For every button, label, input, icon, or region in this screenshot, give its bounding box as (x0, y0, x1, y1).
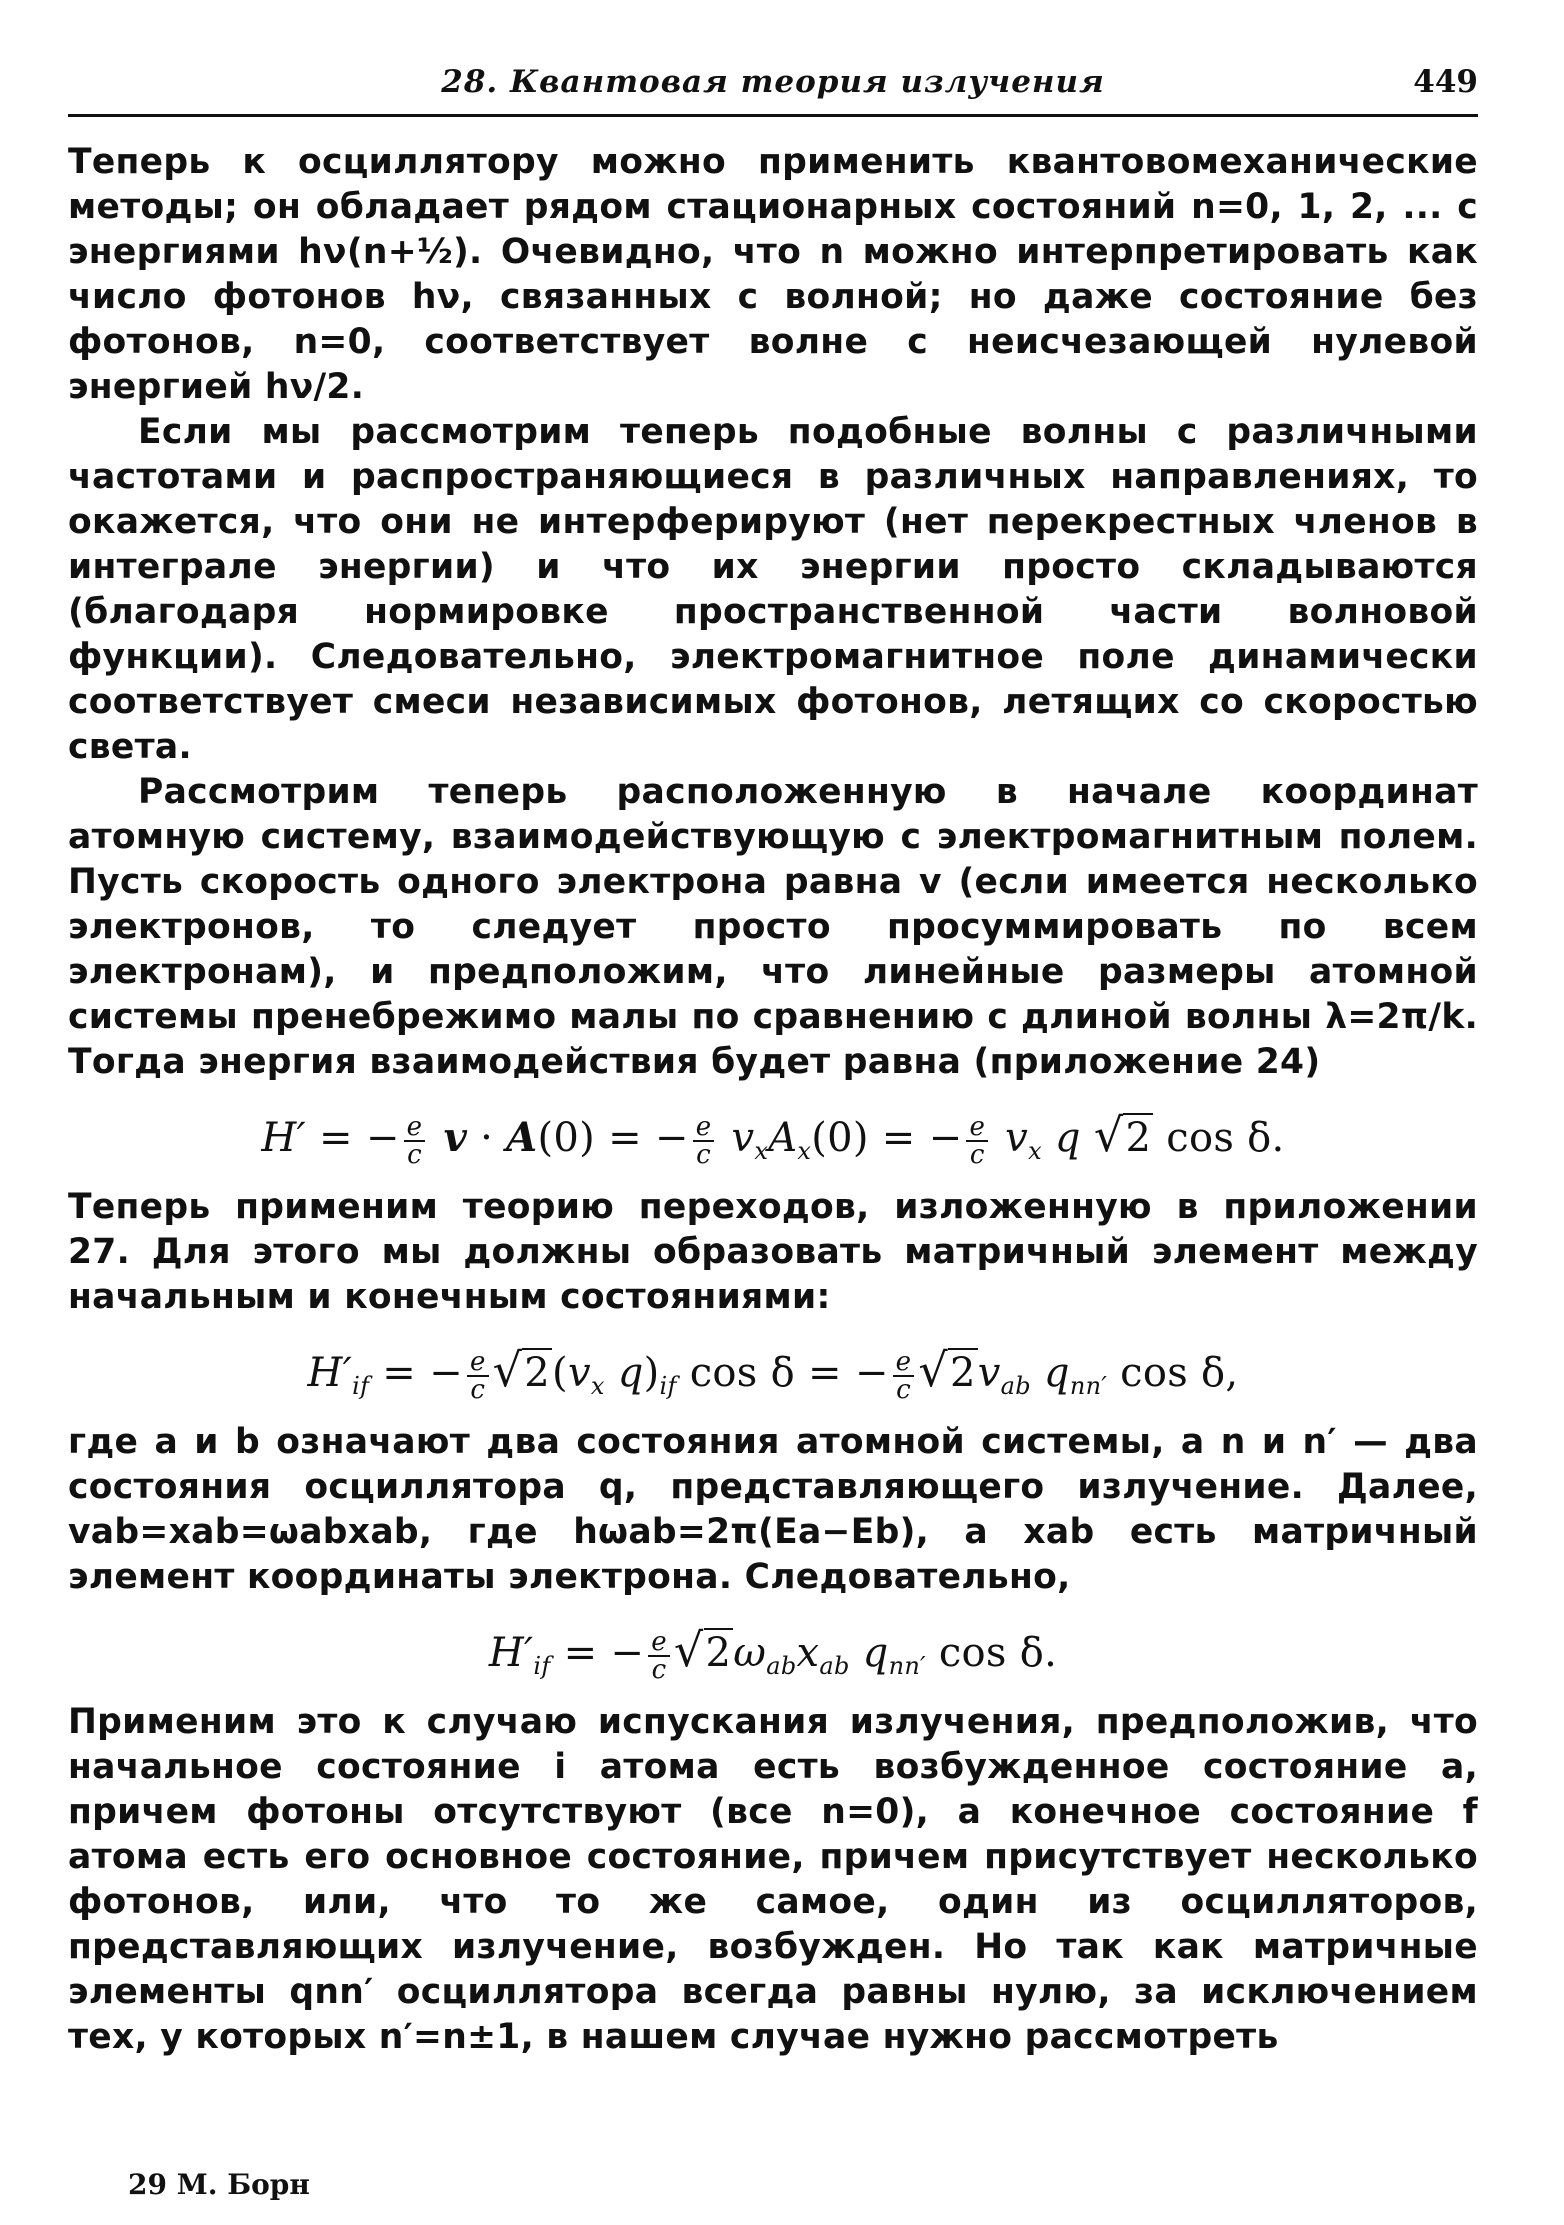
running-head (68, 58, 1478, 117)
formula-matrix-element-omega: $H'_{if}$ = − $\frac{e}{c}$ $√2\omega_{ab}x_{ab}$ $q_{nn'}$ cos δ. (488, 1623, 1058, 1685)
paragraph-photons: Если мы рассмотрим теперь подобные волны с различными частотами и распространяющиеся в различных направлениях, то окажется, что они не интерферируют (нет перекрестных членов в интеграле энергии) и что их энергии просто складываются (благодаря нормировке пространственной части волновой функции). Следовательно, электромагнитное поле динамически соответствует смеси независимых фотонов, летящих со скоростью света. (68, 412, 1478, 767)
paragraph-oscillator: Теперь к осциллятору можно применить квантовомеханические методы; он обладает рядом стационарных состояний n=0, 1, 2, ... с энергиями hν(n+½). Очевидно, что n можно интерпретировать как число фотонов hν, связанных с волной; но даже состояние без фотонов, n=0, соответствует волне с неисчезающей нулевой энергией hν/2. (68, 142, 1478, 407)
formula-matrix-element: $H'_{if}$ = − $\frac{e}{c}$ $√2(v_x$ $q)_{if}$ cos δ = − $\frac{e}{c}$ $√2v_{ab}$ $q_{nn'}$ cos δ, (307, 1343, 1239, 1405)
chapter-title: 28. Квантовая теория излучения (441, 64, 1105, 100)
paragraph-atomic-system: Рассмотрим теперь расположенную в начале координат атомную систему, взаимодействующую с электромагнитным полем. Пусть скорость одного электрона равна v (если имеется несколько электронов, то следует просто просуммировать по всем электронам), и предположим, что линейные размеры атомной системы пренебрежимо малы по сравнению с длиной волны λ=2π/k. Тогда энергия взаимодействия будет равна (приложение 24) (68, 772, 1478, 1082)
formula-interaction-energy: H′ = − $\frac{e}{c}$ v · A(0) = − $\frac{e}{c}$ $v_xA_x(0)$ = − $\frac{e}{c}$ $v_x$ q √2 cos δ. (261, 1108, 1285, 1170)
page-number: 449 (1413, 64, 1478, 100)
page-body (68, 140, 1478, 2060)
signature-mark: 29 М. Борн (128, 2168, 310, 2201)
paragraph-states: где a и b означают два состояния атомной системы, а n и n′ — два состояния осциллятора q, представляющего излучение. Далее, vab=xab=ωabxab, где hωab=2π(Ea−Eb), а xab есть матричный элемент координаты электрона. Следовательно, (68, 1422, 1478, 1597)
paragraph-transition-theory: Теперь применим теорию переходов, изложенную в приложении 27. Для этого мы должны образовать матричный элемент между начальным и конечным состояниями: (68, 1187, 1478, 1317)
paragraph-emission: Применим это к случаю испускания излучения, предположив, что начальное состояние i атома есть возбужденное состояние a, причем фотоны отсутствуют (все n=0), а конечное состояние f атома есть его основное состояние, причем присутствует несколько фотонов, или, что то же самое, один из осцилляторов, представляющих излучение, возбужден. Но так как матричные элементы qnn′ осциллятора всегда равны нулю, за исключением тех, у которых n′=n±1, в нашем случае нужно рассмотреть (68, 1702, 1478, 2057)
